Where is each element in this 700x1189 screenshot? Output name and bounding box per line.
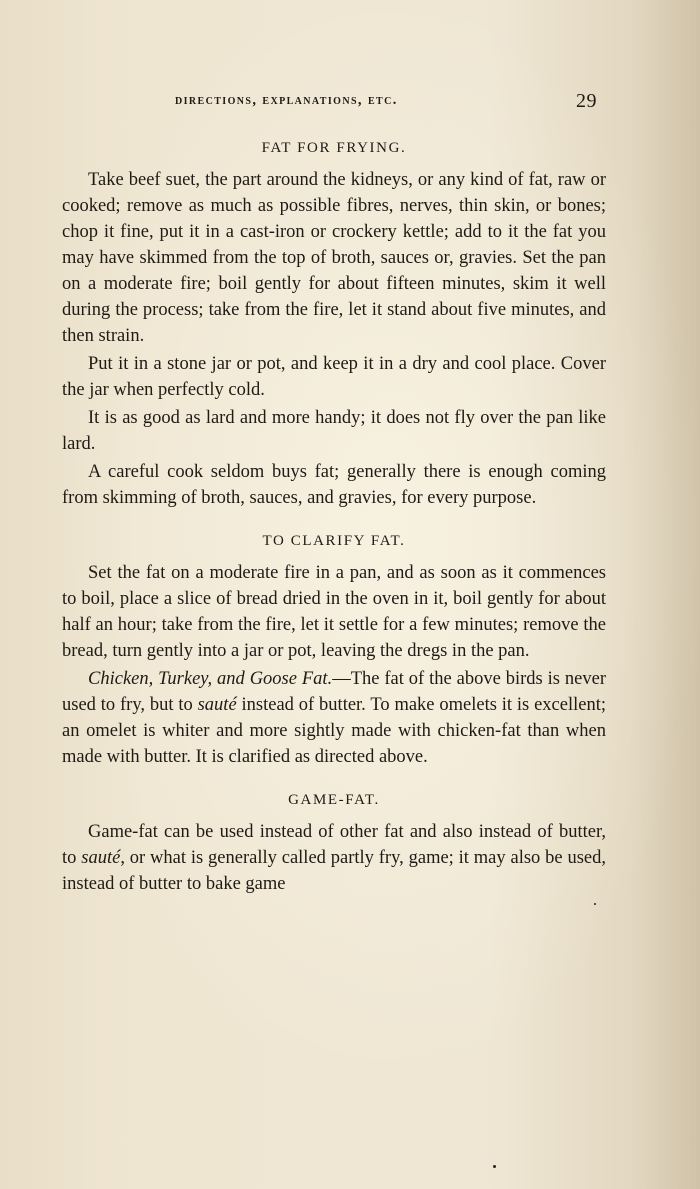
section-title: GAME-FAT. bbox=[288, 792, 380, 808]
paragraph: Set the fat on a moderate fire in a pan, and as soon as it commences to boil, place a slice of bread dried in the oven in it, boil gently for about half an hour; take from the fire, let it settle for a few minutes; remove the bread, turn gently into a jar or pot, leaving the dregs in the pan. bbox=[62, 563, 606, 661]
running-head: directions, explanations, etc. bbox=[175, 92, 398, 108]
paper-speck bbox=[594, 903, 596, 905]
italic-lead: Chicken, Turkey, and Goose Fat. bbox=[88, 669, 333, 689]
section-game-fat bbox=[62, 792, 606, 897]
paragraph: Put it in a stone jar or pot, and keep it in a dry and cool place. Cover the jar when perfectly cold. bbox=[62, 354, 606, 400]
italic-word: sauté bbox=[197, 695, 237, 715]
paragraph bbox=[62, 819, 606, 897]
section-title: FAT FOR FRYING. bbox=[261, 140, 407, 156]
text-fragment: —The fat of the above birds is never used to fry, but to bbox=[62, 669, 606, 715]
text-fragment: instead of butter. To make omelets it is excellent; an omelet is whiter and more sightly made with chicken-fat than when made with butter. It is clarified as directed above. bbox=[62, 695, 606, 767]
page-number: 29 bbox=[576, 90, 597, 112]
paragraph bbox=[62, 666, 606, 770]
text-fragment: , or what is generally called partly fry, game; it may also be used, instead of butter to bake game bbox=[62, 848, 606, 894]
section-title: TO CLARIFY FAT. bbox=[262, 533, 406, 549]
paragraph: It is as good as lard and more handy; it does not fly over the pan like lard. bbox=[62, 408, 606, 454]
section-fat-for-frying bbox=[62, 140, 606, 511]
italic-word: sauté bbox=[81, 848, 121, 868]
paragraph: Take beef suet, the part around the kidneys, or any kind of fat, raw or cooked; remove as much as possible fibres, nerves, thin skin, or bones; chop it fine, put it in a cast-iron or crockery kettle; add to it the fat you may have skimmed from the top of broth, sauces or, gravies. Set the pan on a moderate fire; boil gently for about fifteen minutes, skim it well during the process; take from the fire, let it stand about five minutes, and then strain. bbox=[62, 170, 606, 346]
page-content bbox=[62, 140, 606, 919]
paper-speck bbox=[493, 1165, 496, 1168]
text-fragment: Game-fat can be used instead of other fat and also instead of butter, to bbox=[62, 822, 606, 868]
section-to-clarify-fat bbox=[62, 533, 606, 770]
page-header bbox=[0, 92, 700, 122]
paragraph: A careful cook seldom buys fat; generally there is enough coming from skimming of broth, sauces, and gravies, for every purpose. bbox=[62, 462, 606, 508]
